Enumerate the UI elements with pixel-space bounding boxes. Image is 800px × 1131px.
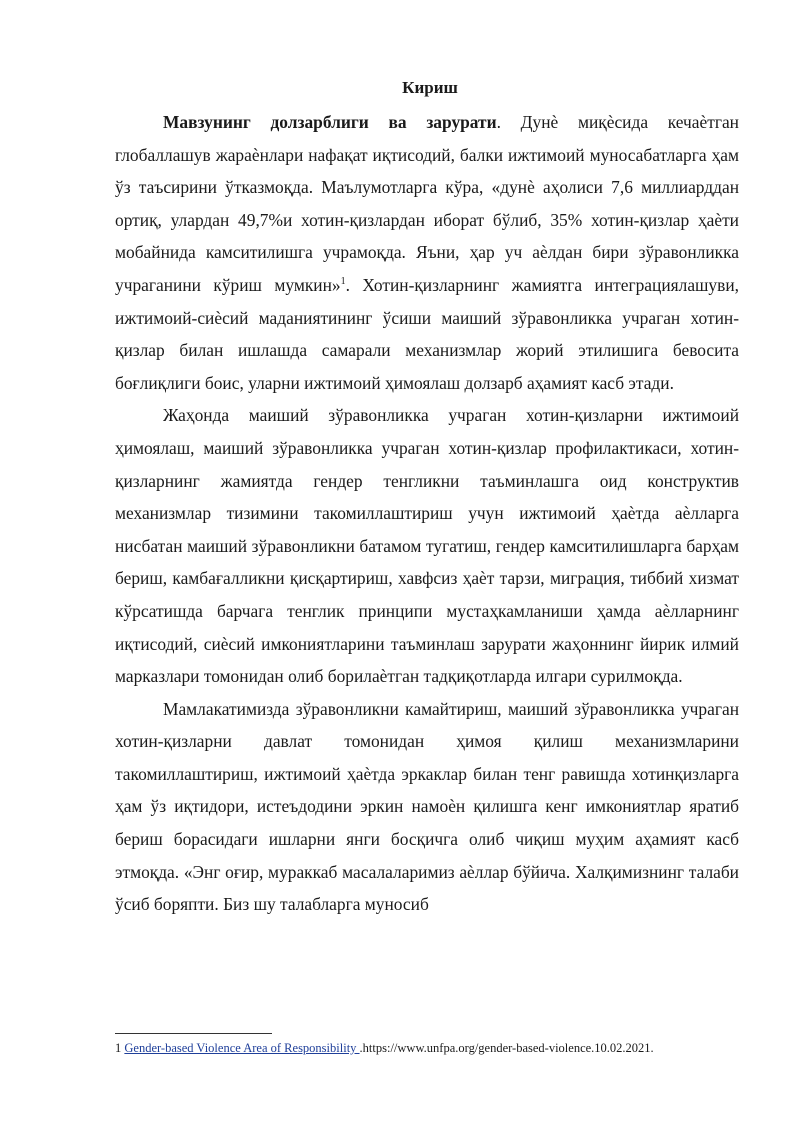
paragraph-lead: Мавзунинг долзарблиги ва зарурати	[163, 112, 497, 132]
footnote-separator	[115, 1033, 272, 1034]
footnote-url-text: .https://www.unfpa.org/gender-based-violence.10.02.2021.	[359, 1041, 654, 1055]
paragraph-1	[115, 106, 739, 399]
section-heading: Кириш	[402, 78, 458, 97]
paragraph-1-text-b: . Хотин-қизларнинг жамиятга интеграциялашуви, ижтимоий-сиѐсий маданиятининг ўсиши маиший зўравонликка учраган хотин-қизлар билан ишлашда самарали механизмлар жорий этилишига бевосита боғлиқлиги боис, уларни ижтимоий ҳимоялаш долзарб аҳамият касб этади.	[115, 274, 739, 393]
body-text	[115, 106, 739, 921]
footnote-reference[interactable]: 1	[340, 276, 346, 288]
footnote-number: 1	[115, 1041, 122, 1055]
footnote	[115, 1040, 775, 1056]
footnote-link[interactable]: Gender-based Violence Area of Responsibility	[124, 1041, 360, 1055]
paragraph-3: Мамлакатимизда зўравонликни камайтириш, маиший зўравонликка учраган хотин-қизларни давлат томонидан ҳимоя қилиш механизмларини такомиллаштириш, ижтимоий ҳаѐтда эркаклар билан тенг равишда хотинқизларга ҳам ўз иқтидори, истеъдодини эркин намоѐн қилишга кенг имкониятлар яратиб бериш борасидаги ишларни янги босқичга олиб чиқиш муҳим аҳамият касб этмоқда. «Энг оғир, мураккаб масалаларимиз аѐллар бўйича. Халқимизнинг талаби ўсиб боряпти. Биз шу талабларга муносиб	[115, 698, 739, 915]
paragraph-2: Жаҳонда маиший зўравонликка учраган хотин-қизларни ижтимоий ҳимоялаш, маиший зўравонликка учраган хотин-қизлар профилактикаси, хотин-қизларнинг жамиятда гендер тенгликни таъминлашга оид конструктив механизмлар тизимини такомиллаштириш учун ижтимоий ҳаѐтда аѐлларга нисбатан маиший зўравонликни батамом тугатиш, гендер камситилишларга барҳам бериш, камбағалликни қисқартириш, хавфсиз ҳаѐт тарзи, миграция, тиббий хизмат кўрсатишда барчага тенглик принципи мустаҳкамланиши ҳамда аѐлларнинг иқтисодий, сиѐсий имкониятларини таъминлаш зарурати жаҳоннинг йирик илмий марказлари томонидан олиб борилаѐтган тадқиқотларда илгари сурилмоқда.	[115, 405, 739, 687]
paragraph-1-text-a: . Дунѐ миқѐсида кечаѐтган глобаллашув жараѐнлари нафақат иқтисодий, балки ижтимоий муносабатларга ҳам ўз таъсирини ўтказмоқда. Маълумотларга кўра, «дунѐ аҳолиси 7,6 миллиарддан ортиқ, улардан 49,7%и хотин-қизлардан иборат бўлиб, 35% хотин-қизлар ҳаѐти мобайнида камситилишга учрамоқда. Яъни, ҳар уч аѐлдан бири зўравонликка учраганини кўриш мумкин»	[115, 112, 739, 295]
